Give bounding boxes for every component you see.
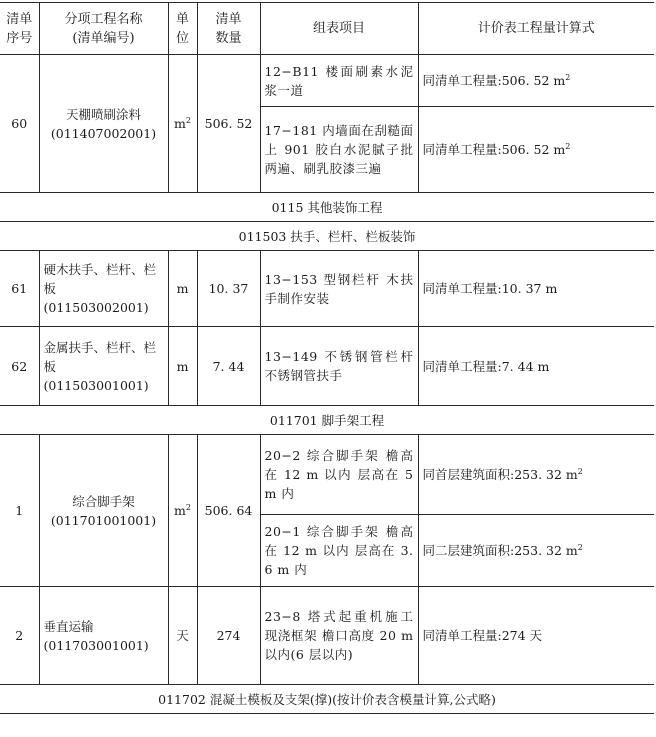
row-seq: 61 bbox=[0, 251, 39, 327]
row-seq: 62 bbox=[0, 327, 39, 406]
row-unit: $m^2$ bbox=[168, 435, 197, 587]
section-title: 011701 脚手架工程 bbox=[0, 406, 654, 435]
table-row bbox=[0, 55, 654, 107]
row-subitem-calc: 同二层建筑面积:253. 32 $m^2$ bbox=[418, 515, 654, 587]
row-subitem-desc: 20−1 综合脚手架 檐高在 12 m 以内 层高在 3. 6 m 内 bbox=[260, 515, 418, 587]
header-row bbox=[0, 3, 654, 55]
row-qty: 7. 44 bbox=[197, 327, 260, 406]
row-unit: m bbox=[168, 251, 197, 327]
table-row bbox=[0, 435, 654, 515]
header-items: 组表项目 bbox=[260, 3, 418, 55]
row-subitem-desc: 13−153 型钢栏杆 木扶手制作安装 bbox=[260, 251, 418, 327]
row-name: 综合脚手架 (011701001001) bbox=[39, 435, 168, 587]
header-calc: 计价表工程量计算式 bbox=[418, 3, 654, 55]
row-seq: 2 bbox=[0, 587, 39, 685]
row-subitem-desc: 17−181 内墙面在刮糙面上 901 胶白水泥腻子批两遍、刷乳胶漆三遍 bbox=[260, 107, 418, 193]
table-row bbox=[0, 327, 654, 406]
row-subitem-calc: 同首层建筑面积:253. 32 $m^2$ bbox=[418, 435, 654, 515]
row-subitem-calc: 同清单工程量:7. 44 m bbox=[418, 327, 654, 406]
table-row bbox=[0, 587, 654, 685]
row-subitem-desc: 13−149 不锈钢管栏杆 不锈钢管扶手 bbox=[260, 327, 418, 406]
row-qty: 10. 37 bbox=[197, 251, 260, 327]
row-qty: 506. 52 bbox=[197, 55, 260, 193]
row-name: 天棚喷刷涂料 (011407002001) bbox=[39, 55, 168, 193]
section-row bbox=[0, 222, 654, 251]
row-name: 垂直运输 (011703001001) bbox=[39, 587, 168, 685]
row-name: 金属扶手、栏杆、栏板 (011503001001) bbox=[39, 327, 168, 406]
section-title: 0115 其他装饰工程 bbox=[0, 193, 654, 222]
row-seq: 60 bbox=[0, 55, 39, 193]
row-subitem-calc: 同清单工程量:506. 52 $m^2$ bbox=[418, 55, 654, 107]
row-unit: $m^2$ bbox=[168, 55, 197, 193]
section-row bbox=[0, 685, 654, 714]
row-subitem-desc: 20−2 综合脚手架 檐高在 12 m 以内 层高在 5 m 内 bbox=[260, 435, 418, 515]
row-qty: 274 bbox=[197, 587, 260, 685]
header-unit: 单 位 bbox=[168, 3, 197, 55]
row-unit: m bbox=[168, 327, 197, 406]
header-name: 分项工程名称 (清单编号) bbox=[39, 3, 168, 55]
row-subitem-calc: 同清单工程量:10. 37 m bbox=[418, 251, 654, 327]
section-title: 011702 混凝土模板及支架(撑)(按计价表含模量计算,公式略) bbox=[0, 685, 654, 714]
header-qty: 清单 数量 bbox=[197, 3, 260, 55]
row-subitem-calc: 同清单工程量:506. 52 $m^2$ bbox=[418, 107, 654, 193]
section-row bbox=[0, 193, 654, 222]
section-row bbox=[0, 406, 654, 435]
row-subitem-calc: 同清单工程量:274 天 bbox=[418, 587, 654, 685]
row-name: 硬木扶手、栏杆、栏板 (011503002001) bbox=[39, 251, 168, 327]
bill-of-quantities-table bbox=[0, 2, 654, 714]
row-seq: 1 bbox=[0, 435, 39, 587]
row-qty: 506. 64 bbox=[197, 435, 260, 587]
row-subitem-desc: 23−8 塔式起重机施工 现浇框架 檐口高度 20 m 以内(6 层以内) bbox=[260, 587, 418, 685]
row-unit: 天 bbox=[168, 587, 197, 685]
table-row bbox=[0, 251, 654, 327]
row-subitem-desc: 12−B11 楼面刷素水泥浆一道 bbox=[260, 55, 418, 107]
header-seq: 清单 序号 bbox=[0, 3, 39, 55]
section-title: 011503 扶手、栏杆、栏板装饰 bbox=[0, 222, 654, 251]
